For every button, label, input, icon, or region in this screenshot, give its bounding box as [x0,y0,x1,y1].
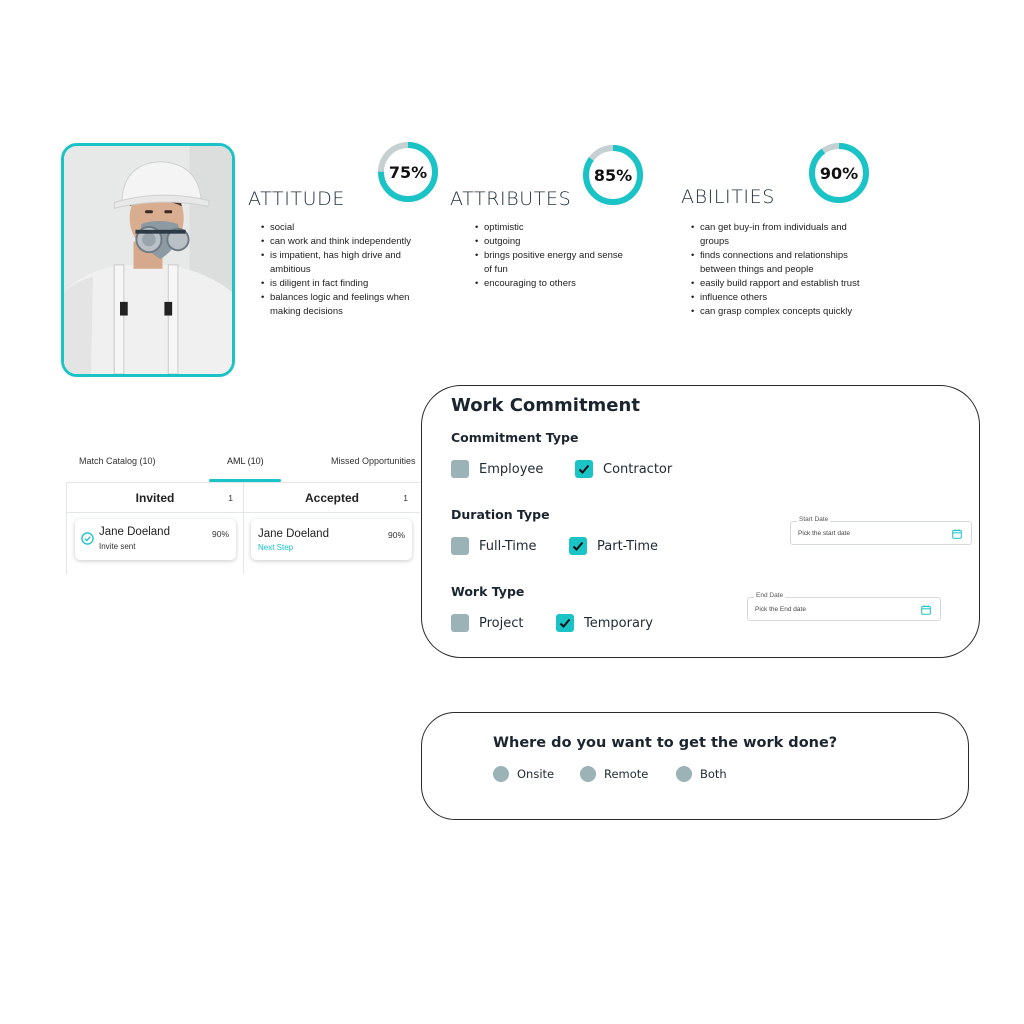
checkbox-checked [569,537,587,555]
list-item: • can work and think independently [261,235,411,249]
contractor-checkbox[interactable] [575,459,672,479]
column-title: Accepted [304,490,360,505]
duration-type-label: Duration Type [451,507,550,522]
checkbox-unchecked [451,537,469,555]
start-date-label: Start Date [799,516,829,523]
checkbox-label: Employee [479,461,544,477]
checkbox-checked [556,614,574,632]
end-date-label: End Date [756,592,784,599]
candidate-card[interactable] [75,519,236,560]
column-title: Invited [135,490,175,505]
match-percent: 90% [211,529,229,539]
tab-match-catalog[interactable]: Match Catalog (10) [79,456,156,466]
list-item: • is diligent in fact finding [261,277,411,291]
radio-unselected [493,766,509,782]
column-invited [66,482,243,574]
list-item: • easily build rapport and establish trust [691,277,866,291]
start-date-field[interactable] [790,516,972,545]
end-date-placeholder: Pick the End date [755,606,806,613]
abilities-list [691,221,866,319]
radio-label: Remote [604,767,649,781]
part-time-checkbox[interactable] [569,536,658,556]
attitude-score: 75% [388,162,428,182]
onsite-radio[interactable] [493,766,554,782]
checkbox-unchecked [451,460,469,478]
column-count: 1 [228,493,233,503]
checkbox-label: Temporary [584,615,653,631]
attitude-title: ATTITUDE [248,188,345,210]
tab-aml[interactable]: AML (10) [227,456,264,466]
checkbox-label: Part-Time [597,538,658,554]
list-item: • encouraging to others [475,277,625,291]
list-item: • social [261,221,411,235]
work-type-label: Work Type [451,584,525,599]
checkbox-label: Full-Time [479,538,537,554]
list-item: • brings positive energy and sense of fun [475,249,625,277]
full-time-checkbox[interactable] [451,536,537,556]
employee-checkbox[interactable] [451,459,543,479]
attributes-title: ATTRIBUTES [450,188,572,210]
work-commitment-title: Work Commitment [451,395,640,416]
abilities-score: 90% [819,163,859,183]
attributes-score-ring [581,143,645,207]
match-percent: 90% [387,530,405,540]
attitude-score-ring [376,140,440,204]
radio-label: Onsite [517,767,555,781]
project-checkbox[interactable] [451,613,523,633]
candidate-card[interactable] [251,519,412,560]
list-item: • can get buy-in from individuals and groups [691,221,866,249]
calendar-icon[interactable] [952,529,962,539]
attitude-list [261,221,411,319]
checkbox-label: Contractor [603,461,673,477]
candidate-name: Jane Doeland [99,526,170,538]
attributes-score: 85% [593,165,633,185]
remote-radio[interactable] [580,766,648,782]
attributes-list [475,221,625,291]
location-question: Where do you want to get the work done? [493,735,838,751]
column-header [244,482,420,513]
column-count: 1 [403,493,408,503]
list-item: • balances logic and feelings when making decisions [261,291,411,319]
abilities-score-ring [807,141,871,205]
worker-illustration [64,146,232,374]
list-item: • can grasp complex concepts quickly [691,305,866,319]
list-item: • finds connections and relationships between things and people [691,249,866,277]
checkmark-icon [571,539,585,553]
candidate-name: Jane Doeland [258,528,329,540]
column-header [67,482,243,513]
checkmark-icon [558,616,572,630]
checkbox-unchecked [451,614,469,632]
list-item: • outgoing [475,235,625,249]
checkbox-checked [575,460,593,478]
list-item: • optimistic [475,221,625,235]
radio-label: Both [700,767,727,781]
candidate-status: Invite sent [99,542,136,551]
match-board [66,482,420,574]
temporary-checkbox[interactable] [556,613,653,633]
tab-missed-opportunities[interactable]: Missed Opportunities [331,456,416,466]
end-date-field[interactable] [747,592,941,621]
start-date-placeholder: Pick the start date [798,530,851,537]
radio-unselected [676,766,692,782]
both-radio[interactable] [676,766,727,782]
next-step-link[interactable]: Next Step [258,543,294,552]
column-accepted [243,482,420,574]
list-item: • influence others [691,291,866,305]
list-item: • is impatient, has high drive and ambitious [261,249,411,277]
calendar-icon[interactable] [921,605,931,615]
checkbox-label: Project [479,615,524,631]
abilities-title: ABILITIES [681,186,775,208]
profile-photo [61,143,235,377]
checkmark-icon [577,462,591,476]
radio-unselected [580,766,596,782]
check-circle-icon [81,532,94,545]
commitment-type-label: Commitment Type [451,430,579,445]
